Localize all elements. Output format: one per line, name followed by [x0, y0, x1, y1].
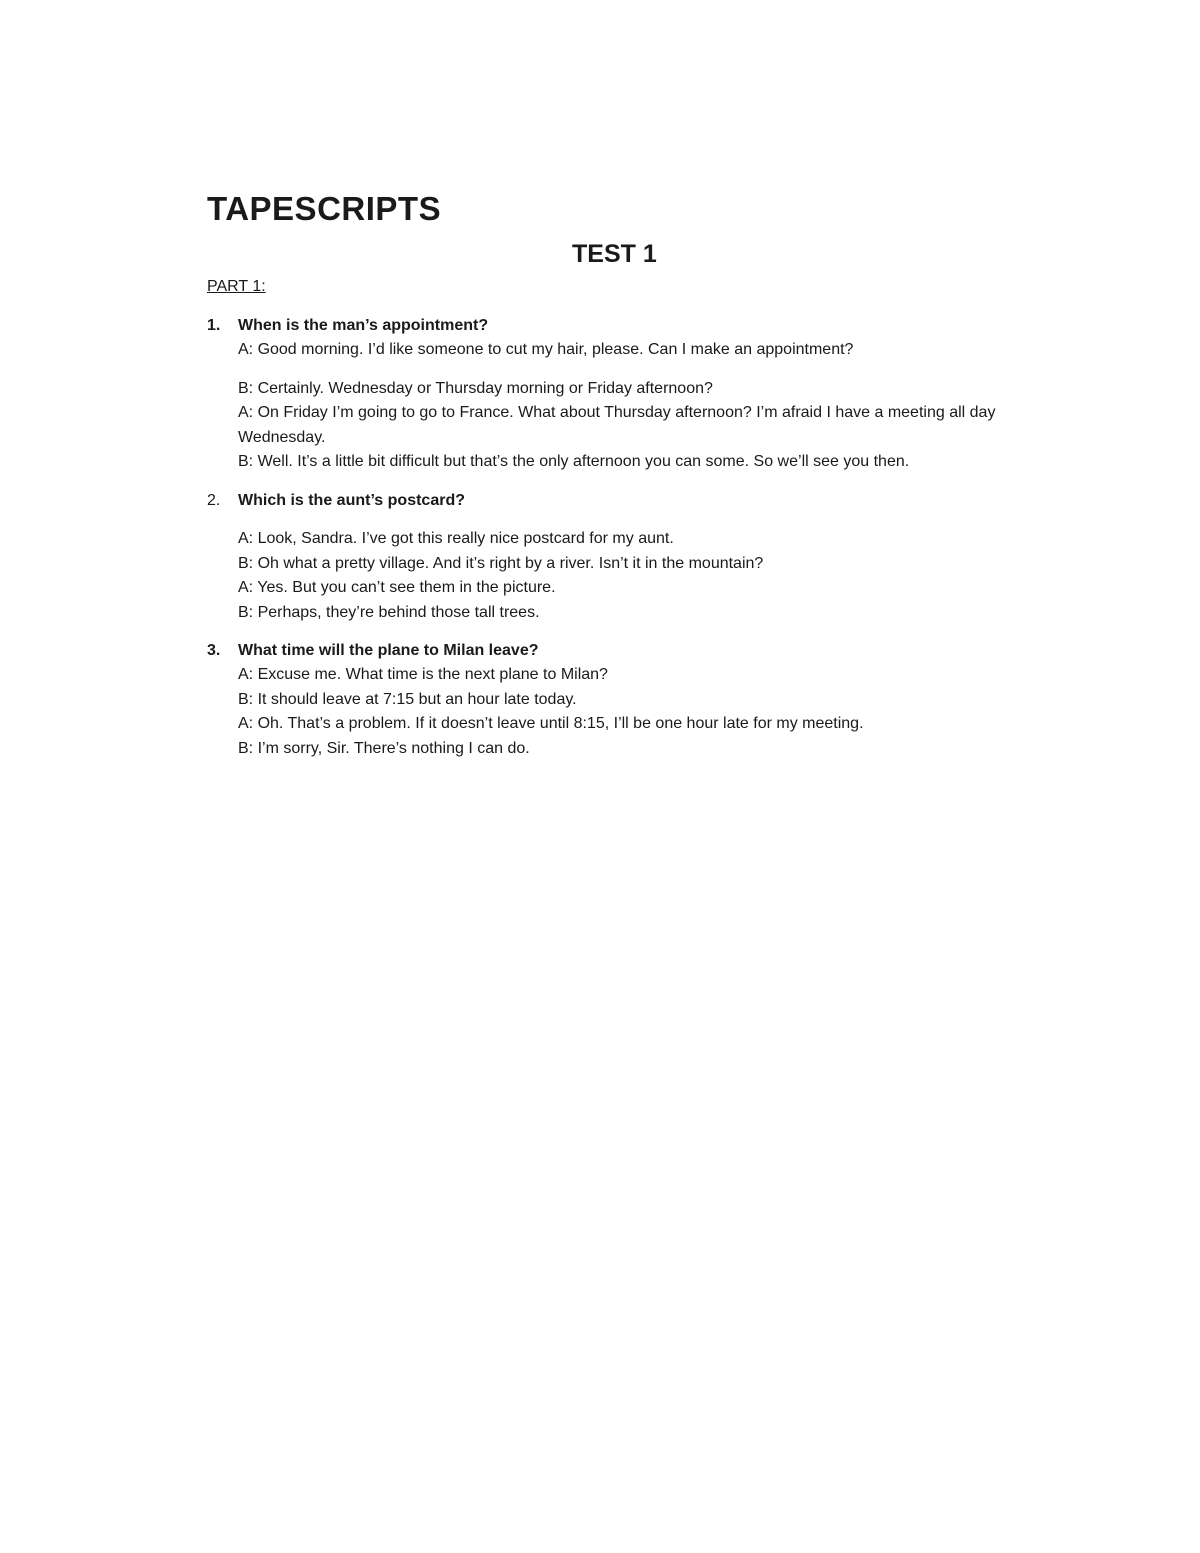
dialogue-line: A: Yes. But you can’t see them in the picture.	[238, 579, 556, 596]
dialogue-line: B: I’m sorry, Sir. There’s nothing I can do.	[238, 739, 530, 757]
dialogue-line: B: Certainly. Wednesday or Thursday morning or Friday afternoon?	[238, 379, 713, 397]
question-header	[207, 314, 1037, 338]
dialogue-line: B: It should leave at 7:15 but an hour late today.	[238, 690, 577, 708]
dialogue-line: A: Oh. That’s a problem. If it doesn’t leave until 8:15, I’ll be one hour late for my meeting.	[238, 715, 864, 732]
question-prompt: When is the man’s appointment?	[238, 317, 489, 334]
dialogue-line: B: Oh what a pretty village. And it’s right by a river. Isn’t it in the mountain?	[238, 554, 764, 572]
dialogue-line: A: Look, Sandra. I’ve got this really nice postcard for my aunt.	[238, 530, 674, 547]
question-prompt: Which is the aunt’s postcard?	[238, 492, 465, 509]
question-number: 3.	[207, 642, 221, 659]
dialogue	[238, 338, 1037, 475]
dialogue-line: A: Good morning. I’d like someone to cut my hair, please. Can I make an appointment?	[238, 341, 854, 358]
question-1	[207, 314, 1037, 475]
dialogue-line: B: Perhaps, they’re behind those tall trees.	[238, 603, 540, 621]
test-title: TEST 1	[572, 240, 657, 268]
question-header	[207, 639, 1037, 663]
document-title: TAPESCRIPTS	[207, 190, 442, 227]
question-3	[207, 639, 1037, 761]
question-prompt: What time will the plane to Milan leave?	[238, 642, 539, 659]
dialogue	[238, 527, 1037, 625]
question-number: 2.	[207, 492, 221, 509]
dialogue-line: B: Well. It’s a little bit difficult but that’s the only afternoon you can some. So we’ll see you then.	[238, 453, 910, 470]
part-label: PART 1:	[207, 278, 266, 295]
question-2	[207, 489, 1037, 625]
dialogue-line: A: Excuse me. What time is the next plane to Milan?	[238, 666, 608, 683]
dialogue	[238, 663, 1037, 761]
question-number: 1.	[207, 317, 221, 334]
dialogue-line: A: On Friday I’m going to go to France. What about Thursday afternoon? I’m afraid I have a meeting all day Wednesday.	[238, 404, 996, 446]
question-header	[207, 489, 1037, 513]
